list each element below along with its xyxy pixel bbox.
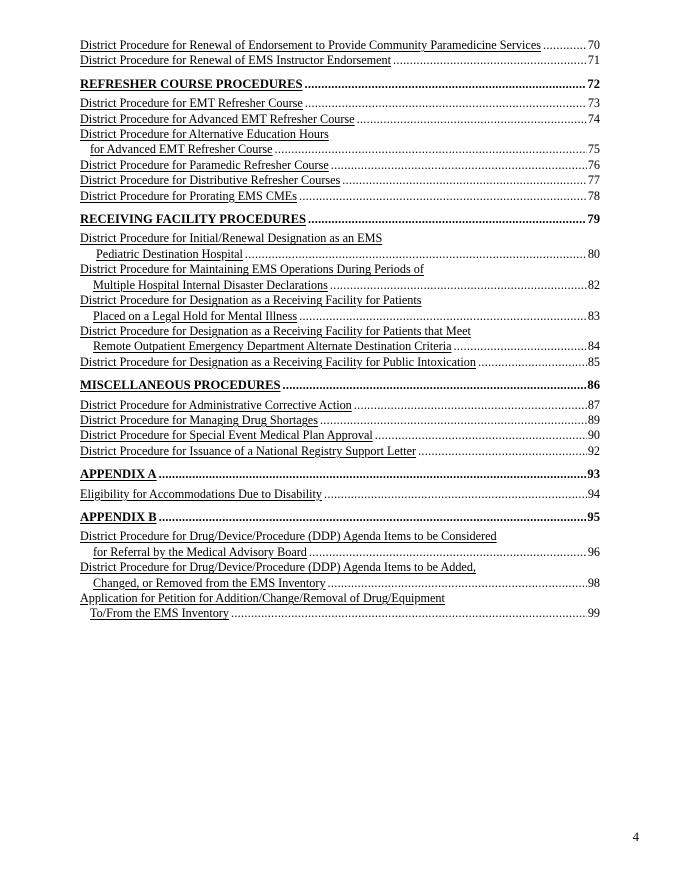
toc-entry-ddp-referral[interactable] <box>80 529 600 560</box>
toc-entry-page: 99 <box>587 606 600 621</box>
toc-entry-title: District Procedure for Issuance of a National Registry Support Letter <box>80 443 417 458</box>
toc-heading-page: 93 <box>587 467 600 482</box>
toc-entry-title: District Procedure for Prorating EMS CMEs <box>80 188 297 203</box>
toc-entry-aemt-refresher[interactable] <box>80 112 600 127</box>
toc-entry-title: District Procedure for Designation as a Receiving Facility for Public Intoxication <box>80 354 476 369</box>
toc-entry-title: Eligibility for Accommodations Due to Disability <box>80 486 323 501</box>
toc-entry-renewal-instructor[interactable] <box>80 53 600 68</box>
toc-heading-page: 86 <box>587 378 600 393</box>
toc-heading-title: APPENDIX A <box>80 467 157 482</box>
toc-entry-title: District Procedure for Advanced EMT Refresher Course <box>80 111 355 126</box>
toc-entry-title: District Procedure for EMT Refresher Course <box>80 96 303 111</box>
toc-entry-remote-outpatient[interactable] <box>80 324 600 355</box>
toc-entry-page: 89 <box>587 412 600 427</box>
toc-entry-page: 80 <box>587 246 600 261</box>
toc-entry-internal-disaster[interactable] <box>80 262 600 293</box>
toc-entry-page: 98 <box>587 575 600 590</box>
toc-entry-title-line1: District Procedure for Alternative Education Hours <box>80 127 329 142</box>
toc-entry-title-line2: Placed on a Legal Hold for Mental Illness <box>93 308 298 323</box>
toc-heading-title: APPENDIX B <box>80 509 157 524</box>
toc-entry-title: District Procedure for Administrative Corrective Action <box>80 397 352 412</box>
toc-entry-page: 94 <box>587 486 600 501</box>
toc-entry-page: 87 <box>587 397 600 412</box>
toc-entry-pediatric-destination[interactable] <box>80 231 600 262</box>
table-of-contents <box>80 38 600 622</box>
toc-entry-page: 75 <box>587 142 600 157</box>
toc-entry-legal-hold[interactable] <box>80 293 600 324</box>
toc-entry-page: 85 <box>587 354 600 369</box>
toc-entry-page: 73 <box>587 96 600 111</box>
toc-entry-title-line1: District Procedure for Drug/Device/Procedure (DDP) Agenda Items to be Considered <box>80 529 497 544</box>
toc-entry-title-line1: District Procedure for Drug/Device/Procedure (DDP) Agenda Items to be Added, <box>80 560 476 575</box>
toc-heading-title: RECEIVING FACILITY PROCEDURES <box>80 212 307 227</box>
toc-heading-page: 95 <box>587 509 600 524</box>
toc-entry-alt-education[interactable] <box>80 127 600 158</box>
toc-entry-distributive-refresher[interactable] <box>80 173 600 188</box>
toc-entry-title-line1: District Procedure for Designation as a Receiving Facility for Patients <box>80 293 422 308</box>
toc-entry-page: 74 <box>587 111 600 126</box>
toc-entry-page: 71 <box>587 53 600 68</box>
toc-heading-title: MISCELLANEOUS PROCEDURES <box>80 378 281 393</box>
toc-entry-page: 92 <box>587 443 600 458</box>
toc-entry-title-line2: Remote Outpatient Emergency Department Alternate Destination Criteria <box>93 339 452 354</box>
toc-entry-page: 77 <box>587 173 600 188</box>
toc-entry-title-line2: Pediatric Destination Hospital <box>96 246 243 261</box>
toc-heading-page: 72 <box>587 76 600 91</box>
toc-entry-title-line2: To/From the EMS Inventory <box>90 606 229 621</box>
toc-entry-page: 84 <box>587 339 600 354</box>
toc-heading-page: 79 <box>587 212 600 227</box>
toc-heading-appendix-b[interactable] <box>80 510 600 525</box>
toc-entry-national-registry[interactable] <box>80 444 600 459</box>
toc-entry-accommodations[interactable] <box>80 487 600 502</box>
toc-entry-corrective-action[interactable] <box>80 398 600 413</box>
toc-entry-title-line1: District Procedure for Designation as a Receiving Facility for Patients that Meet <box>80 323 471 338</box>
toc-entry-title-line1: District Procedure for Initial/Renewal Designation as an EMS <box>80 231 383 246</box>
toc-entry-title: District Procedure for Renewal of Endorsement to Provide Community Paramedicine Services <box>80 38 541 52</box>
toc-entry-page: 82 <box>587 277 600 292</box>
toc-entry-page: 76 <box>587 157 600 172</box>
toc-entry-public-intoxication[interactable] <box>80 355 600 370</box>
toc-entry-page: 78 <box>587 188 600 203</box>
toc-entry-prorating-cmes[interactable] <box>80 189 600 204</box>
toc-entry-title: District Procedure for Renewal of EMS Instructor Endorsement <box>80 53 392 68</box>
toc-entry-page: 90 <box>587 428 600 443</box>
toc-entry-emt-refresher[interactable] <box>80 96 600 111</box>
toc-entry-title-line2: for Referral by the Medical Advisory Board <box>93 544 307 559</box>
toc-entry-title-line2: Multiple Hospital Internal Disaster Declarations <box>93 277 328 292</box>
toc-entry-paramedic-refresher[interactable] <box>80 158 600 173</box>
toc-entry-title-line1: District Procedure for Maintaining EMS Operations During Periods of <box>80 262 424 277</box>
toc-entry-title-line1: Application for Petition for Addition/Change/Removal of Drug/Equipment <box>80 591 445 605</box>
toc-heading-miscellaneous[interactable] <box>80 378 600 393</box>
toc-heading-appendix-a[interactable] <box>80 467 600 482</box>
toc-entry-petition-application[interactable] <box>80 591 600 622</box>
toc-heading-title: REFRESHER COURSE PROCEDURES <box>80 76 303 91</box>
toc-entry-page: 83 <box>587 308 600 323</box>
toc-entry-special-event[interactable] <box>80 428 600 443</box>
toc-heading-receiving[interactable] <box>80 212 600 227</box>
toc-heading-refresher[interactable] <box>80 77 600 92</box>
page-number: 4 <box>632 830 639 844</box>
toc-entry-title: District Procedure for Paramedic Refresher Course <box>80 157 329 172</box>
toc-entry-title: District Procedure for Managing Drug Shortages <box>80 412 318 427</box>
toc-entry-title: District Procedure for Special Event Medical Plan Approval <box>80 428 373 443</box>
toc-entry-title-line2: Changed, or Removed from the EMS Inventory <box>93 575 326 590</box>
toc-entry-renewal-cp[interactable] <box>80 38 600 53</box>
toc-entry-drug-shortages[interactable] <box>80 413 600 428</box>
toc-entry-title-line2: for Advanced EMT Refresher Course <box>90 142 273 157</box>
toc-entry-title: District Procedure for Distributive Refresher Courses <box>80 173 341 188</box>
toc-entry-ddp-inventory[interactable] <box>80 560 600 591</box>
toc-entry-page: 96 <box>587 544 600 559</box>
toc-entry-page: 70 <box>587 38 600 52</box>
